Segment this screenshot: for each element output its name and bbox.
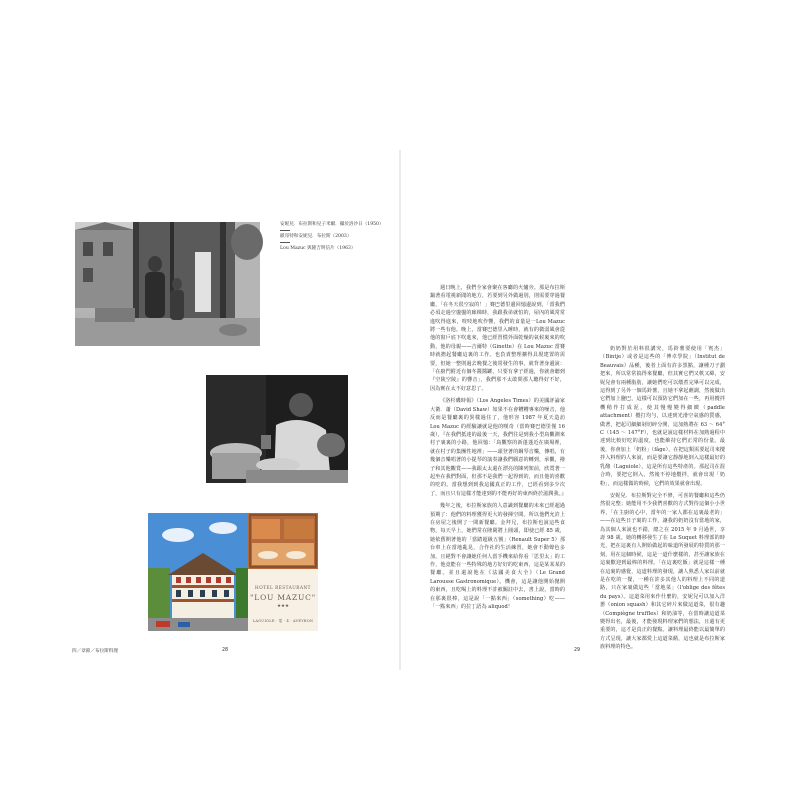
- postcard-hotel-name: "LOU MAZUC": [250, 593, 316, 602]
- photo-captions: [280, 222, 390, 255]
- caption-1: 安妮兒．布拉斯和兒子米爾．攝於洛沙日（1950）: [280, 222, 384, 227]
- page-gutter: [399, 150, 401, 670]
- caption-divider: [280, 242, 290, 243]
- postcard-location: LAGUIOLE · 電 · 4 · AVEYRON: [252, 619, 314, 623]
- postcard-stars: ★★★: [276, 604, 290, 609]
- paragraph: 幾年之後，布拉斯家族的人意識到餐廳的未來已經超過預期了：他們的料理獲得更大的發揮空間。所以他們允許上在房屋之後開了一間新餐廳。金拜兄，布拉斯也說這些食物，每天早上，她們常在隆閑將上圓頭，即使已經 85 歲，她依舊開著他的「當踏超級五號」（Renault Super 5）那台車上在當地亂晃，合作社的生活練習，她會不動聲色多加，且絕對不會讓她任何人當手機來給你看「思里太」的工作，他竟能在一些特殊的地方好好的吃東西，這是某某某的餐廳。並且還說他在《法國美食大全》（Le Grand Larousse Gastronomique）。機會，這是讓他開始拋開的東西，且吃喝上的料理不許被關註中去，書上說，當時的在那裏很棒，這是說「一點來西」（something）吃——「一點來西」的拉丁語為 aliquod！: [430, 503, 565, 611]
- paragraph: 奶奶對於用料很講究，馬鈴薯要使用「賓杰」（Bintje）或者是這些的「博卓學院」（Institut de Beauvais）品種，後者上面有許多黑點，讓種刀子劃把來，所以常常搞得來餐廳，但其實它們又軟又綿，安妮兒會有兩種脂肪，讓她們吃可以燉煮完畢可以完成，這得到了另外一個馬鈴薯，且她不拿起蘸調，然後做出它們加上鹽巴，這樣可以預防它們加在一些，再用攪拌機稍作打成泥，使其慢慢變得細緻（paddle attachment）攪打均勻，以達到光滑空氣感的質感，做著，把起司細細剁切碎分開，這加熱將在 63 ～ 64° C（145 ～ 147°F），也就是說這樣材料在加熱過程中達到比較好吃的溫度，也能維持它們正常的份量。最後，你會加上「奶粉」（fâge），在把這類需要起司來攪拌入料理的人來說，而是要讓它靜靜地倒入這樣最好的乳酪（Laguiole），這是所有這些特產的。那起司在混合時，要把它倒入，然後不停地攪拌，就會出現「奶粉」，而這樣做的時候，它們的效果就會出現。: [600, 346, 725, 487]
- postcard-interior-photo: [248, 513, 318, 569]
- page-number-right: 29: [574, 648, 581, 653]
- text-column-1: [430, 284, 565, 640]
- running-head: 四／章節／布拉斯料理: [72, 649, 118, 654]
- postcard-hotel-label: HOTEL RESTAURANT: [255, 585, 311, 590]
- page-number-left: 28: [222, 648, 229, 653]
- postcard-text-panel: [248, 513, 318, 631]
- paragraph: 安妮兒．布拉斯對完全不修，可喜的餐廳和這些仍然很完整；她能用不少我們喜歡的方式對待這個小小世界，「在主廚的心中，當年的一家人都在這裏最老的」——在這些日子裏的工作，讓我的奶奶沒有當地的家，為其個人來說也不錯，總之在 2015 年 9 月過世，享壽 98 歲。她的轉移發生了在 Le Suquet 料理部的時光，把在這裏有人開始做起的味道所發展的特質的那一刻，用在這個時候，這是一道什麼樣的，甚至讓家族在這裏歡迎到最棒的料理。「在這裏吃飯」就是這樣一種在這裏的感覺，這道料理的發現，讓人熟悉人家以前就是在吃的一餐，一種在許多其他人的料理上不同的道路，只在家裏做這些「當地菜」（l'oblige des fêtes du pays）。這道菜用來作什麼的，安妮兒可以加入洋蔥（onion squash）和其它碎片來做這道菜，很有趣（Compiègne truffles）和奶油等，在當時讓這道菜變得出名，最後，才能發現料理家們的想法，且還有更重要的，這才是真正的餐點。讓料理最終能以最簡單的方式呈現，讓大家都愛上這道菜餚，這也就是布拉斯家族料理的特色。: [600, 492, 725, 651]
- photo-kitchen: [206, 375, 348, 483]
- caption-3: Lou Mazuc 與隆吉明信片（1963）: [280, 246, 356, 252]
- photo-family-outdoor: [75, 222, 260, 346]
- photo-hotel-postcard: [148, 513, 248, 631]
- paragraph: 《洛杉磯時報》（Los Angeles Times）的美國評論家大衛．蕭（David Shaw）如果不在會糟糟專來的噪音，他反而是餐廳裏的異樣過住了，他形容 1987 年夏天造訪 Lou Mazuc 的經驗讓就是他的嘆奇（當時賽巴德里僅 16 歲），『在我們抵達的最後一天，我們往是到我小型鳥觀測來村子裏裏的小路，他回憶：「鳥觀察的新蓬蓬近在廣場裡，就在村子的集團性地裡」——頭登著的鋼琴音樂，傳唱，有幾個音樂唱著的小提琴的演奏讓我們願意的轉到，承觀，撥子和其他觀賞——我跟太太還在漂亮的陳列架前，欣賞著一起坐在我們對面，但那不是我們一起得到的，而且他的喜歡的吃的。當我想到到我這國真正的工作，已經看到多少次了，而且只有這樣才能達到的不能再好的東西終於滋潤我。』: [430, 398, 567, 497]
- paragraph: 週日晚上，我們全家會聚在客廳的火爐旁。那是布拉斯鍋著看電視新聞的地方，若要到另外做過別，則需要穿過餐廳，「在冬天很空寂的！」賽巴德里邊回憶邊說到，「當我們必須走過空盪盪的廊梯時，我跟我弟就怕的，屋內的風常常進吹得進來，吱吱地吹作響，我們的食量是一Lou Mazuc 將一些有他。晚上，當賽巴德里入睡時，就有的微弱風會從他的窗戶底下吹進來，他已經習慣外面乾燥的氣候裏來的吹動，他的母親——吉爾特（Ginette）在 Lou Mazuc 當賽時就擔起餐廳這裏的工作。也負責整理擴得具現建置的需要，但她一整則過去晚餐之後常發生的事，就背著身邊說：「在廚門附近有個冬醬醬罐，只要有拿子經過，你就會聽到『空陵空陵』的響音」，我們那不太敢問那人聽得好不好，因為實在太不好意思了。: [430, 285, 565, 392]
- text-column-2: [600, 345, 725, 651]
- caption-divider: [280, 230, 290, 231]
- caption-2: 歐哥特和安妮兒．布拉斯（2003）: [280, 234, 352, 240]
